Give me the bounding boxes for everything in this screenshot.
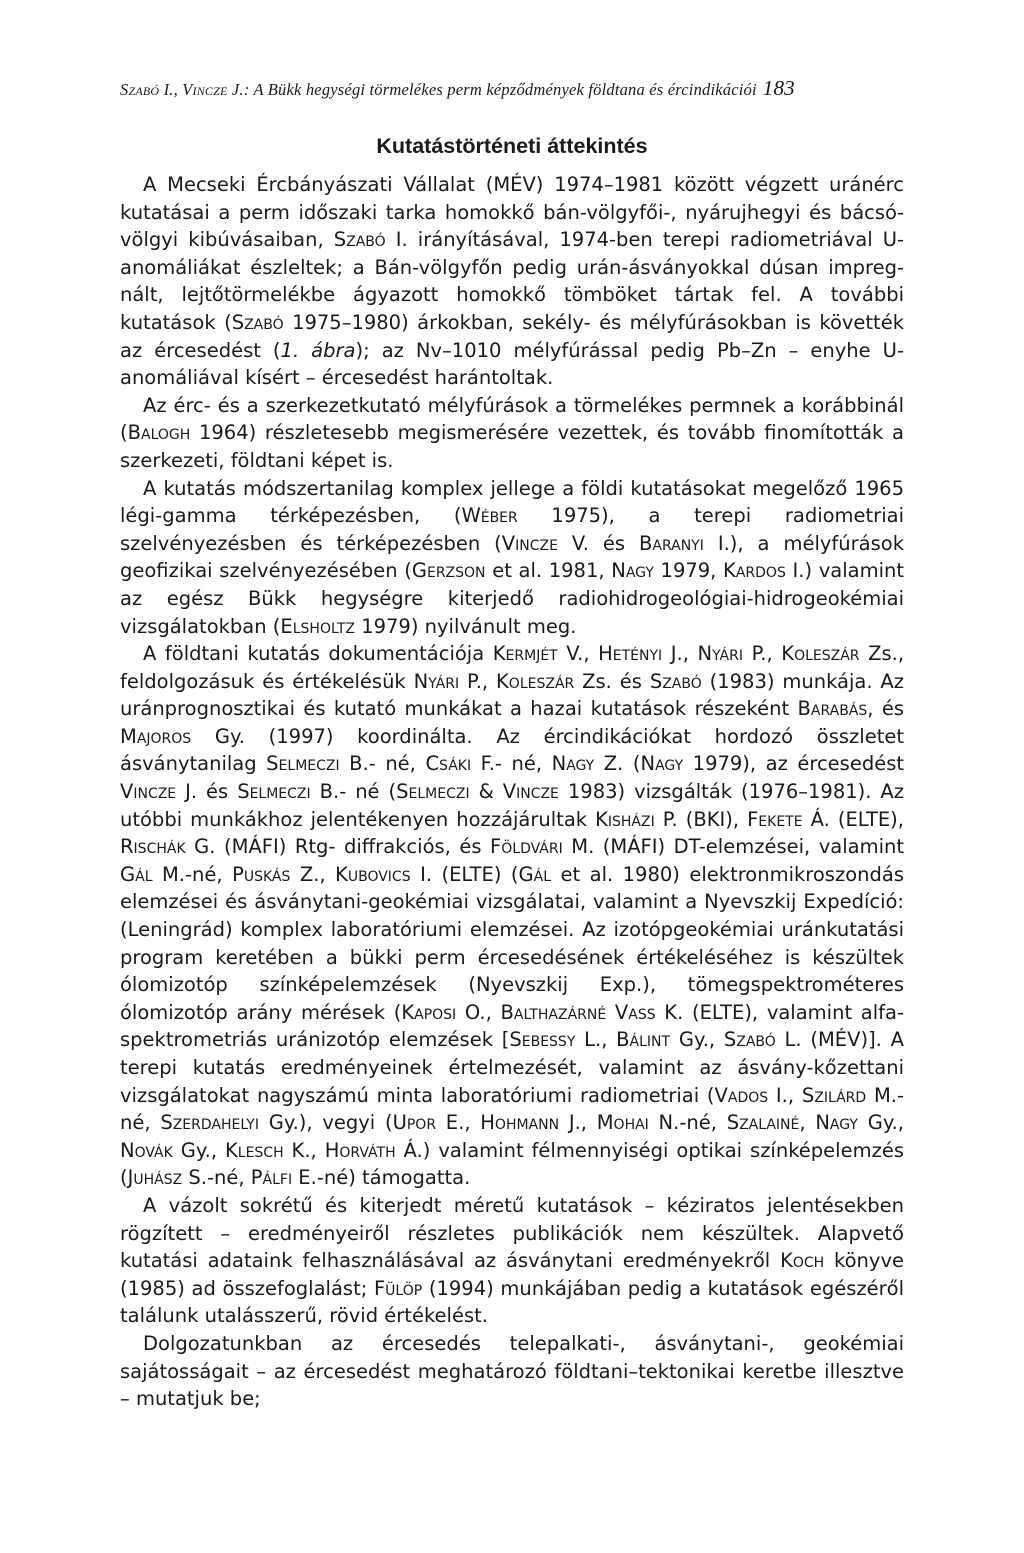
text-run: E.,: [436, 1111, 481, 1135]
author-name: Sebessy: [509, 1028, 576, 1052]
text-run: J. és: [176, 780, 238, 804]
text-run: Gy.,: [857, 1111, 904, 1135]
author-name: Wéber: [461, 504, 518, 528]
author-name: Koleszár: [496, 669, 575, 693]
page-number: 183: [762, 76, 795, 100]
author-name: Vados: [714, 1083, 769, 1107]
author-name: Nagy: [611, 559, 654, 583]
author-name: Hohmann: [480, 1111, 560, 1135]
text-run: (1983) munkája. Az uránprognosztikai és kutató munkákat a hazai kutatások részeként: [120, 669, 905, 721]
figure-reference: 1. ábra: [280, 338, 356, 362]
text-run: M.-né,: [120, 1083, 905, 1135]
text-run: A vázolt sokrétű és kiterjedt méretű kutatások – kéziratos jelentésekben rögzített – eredményeiről részletes publikációk nem készültek. Alapvető kutatási adataink felhasználásával az ásványtani eredményekről: [120, 1193, 904, 1273]
paragraph: [120, 1330, 904, 1413]
author-name: Nyári: [413, 669, 460, 693]
author-name: Rischák: [120, 835, 186, 859]
text-run: P.,: [743, 642, 782, 666]
author-name: Gerzson: [411, 559, 486, 583]
author-name: Gál: [120, 862, 153, 886]
header-separator: :: [243, 80, 254, 99]
author-name: Klesch: [224, 1138, 284, 1162]
text-run: J.,: [559, 1111, 597, 1135]
author-name: Selmeczi: [396, 780, 470, 804]
author-name: Fülöp: [373, 1276, 423, 1300]
author-name: Vincze: [501, 531, 558, 555]
author-name: Novák: [120, 1138, 173, 1162]
header-title: A Bükk hegységi törmelékes perm képződmények földtana és ércindikációi: [253, 80, 757, 99]
text-run: I.,: [768, 1083, 802, 1107]
text-run: A kutatás módszertanilag komplex jellege a földi kutatásokat megelőző 1965 légi-gamma térképezésben, (: [120, 476, 904, 528]
text-run: V. és: [557, 531, 640, 555]
section-title: Kutatástörténeti áttekintés: [376, 134, 648, 158]
paragraph: [120, 475, 904, 641]
text-run: ,: [799, 1111, 816, 1135]
text-run: M. (MÁFI) DT-elemzései, valamint: [562, 835, 905, 859]
text-run: 1979) nyilvánult meg.: [355, 614, 577, 638]
text-run: Á.) valamint félmennyiségi optikai színképelemzés (: [120, 1138, 904, 1190]
author-name: Puskás: [232, 862, 291, 886]
text-run: L. (MÉV)]. A terepi kutatás eredményeinek értelmezését, valamint az ásvány-kőzettani vizsgálatokat nagyszámú minta laboratóriumi radiometriai (: [120, 1028, 904, 1107]
author-name: Szabó: [231, 310, 284, 334]
text-run: J.,: [662, 642, 698, 666]
author-name: Nagy: [815, 1111, 858, 1135]
author-name: Szabó: [723, 1028, 776, 1052]
author-name: Selmeczi: [237, 780, 311, 804]
header-authors: Szabó I., Vincze J.: [120, 80, 244, 99]
text-run: Zs., feldolgozásuk és értékelésük: [120, 642, 905, 693]
body-text: [120, 171, 904, 1413]
text-run: M.-né,: [152, 862, 233, 886]
text-run: N.-né,: [648, 1111, 727, 1135]
text-run: könyve (1985) ad összefoglalást;: [120, 1249, 904, 1300]
text-run: E.-né) támogatta.: [292, 1166, 471, 1190]
text-run: F.- né,: [471, 752, 552, 776]
text-run: &: [469, 780, 503, 804]
text-run: (1994) munkájában pedig a kutatások egészéről találunk utalásszerű, rövid értékelést.: [120, 1276, 905, 1328]
text-run: I.), a mélyfúrások geofizikai szelvényezésében (: [120, 531, 904, 583]
author-name: Mohai: [596, 1111, 649, 1135]
text-run: V.,: [557, 642, 599, 666]
author-name: Szerdahelyi: [160, 1111, 259, 1135]
text-run: Zs. és: [574, 669, 650, 693]
text-run: ); az Nv–1010 mélyfúrással pedig Pb–Zn – enyhe U-anomáliával kísért – ércesedést harántoltak.: [120, 338, 904, 390]
author-name: Nagy: [640, 752, 684, 776]
author-name: Majoros: [120, 724, 192, 748]
author-name: Szabó: [649, 669, 702, 693]
text-run: 1975–1980) árkokban, sekély- és mélyfúrásokban is követték az ércesedést (: [120, 310, 904, 362]
text-run: I. (ELTE) (: [410, 862, 519, 886]
text-run: O.,: [456, 1000, 501, 1024]
text-run: A földtani kutatás dokumentációja: [143, 642, 493, 666]
author-name: Földvári: [490, 835, 563, 859]
text-run: L.,: [575, 1028, 617, 1052]
text-run: K.,: [283, 1138, 325, 1162]
author-name: Kubovics: [335, 862, 411, 886]
text-run: Dolgozatunkban az ércesedés telepalkati-, ásványtani-, geokémiai sajátosságait – az ércesedést meghatározó földtani–tektonikai keretbe illesztve – mutatjuk be;: [120, 1331, 904, 1411]
author-name: Barabás: [797, 697, 868, 721]
text-run: A Mecseki Ércbányászati Vállalat (MÉV) 1974–1981 között végzett uránérc kutatásai a perm időszaki tarka homokkő bán-völgyfői-, nyárujhegyi és bácsóvölgyi kibúvásaiban,: [120, 173, 904, 252]
author-name: Baranyi: [639, 531, 704, 555]
text-run: Z.,: [290, 862, 336, 886]
author-name: Fekete: [747, 807, 803, 831]
author-name: Kisházi: [595, 807, 655, 831]
author-name: Elsholtz: [280, 614, 355, 638]
author-name: Vincze: [502, 780, 559, 804]
text-run: Gy. (1997) koordinálta. Az ércindikációkat hordozó összletet ásványtanilag: [120, 724, 904, 776]
text-run: P. (BKI),: [654, 807, 748, 831]
paragraph: [120, 640, 904, 1192]
text-run: et al. 1980) elektronmikroszondás elemzései és ásványtani-geokémiai vizsgálatai, valamint a Nyevszkij Expedíció: (Leningrád) komplex laboratóriumi elemzései. Az izotópgeokémiai uránkutatási program keretében a bükki perm ércesedésének értékeléséhez is készültek ólomizotóp színképelemzések (Nyevszkij Exp.), tömegspektrométeres ólomizotóp arány mérések (: [120, 862, 904, 1024]
text-run: et al. 1981,: [485, 559, 612, 583]
text-run: K. (ELTE), valamint alfa-spektrometriás uránizotóp elemzések [: [120, 1000, 904, 1052]
author-name: Koleszár: [781, 642, 860, 666]
text-run: Gy.), vegyi (: [258, 1111, 393, 1135]
author-name: Kaposi: [401, 1000, 457, 1024]
author-name: Horváth: [324, 1138, 396, 1162]
text-run: B.- né,: [339, 752, 426, 776]
text-run: Z. (: [594, 752, 641, 776]
author-name: Csáki: [425, 752, 472, 776]
text-run: I.) valamint az egész Bükk hegységre kiterjedő radiohidrogeológiai-hidrogeokémiai vizsgálatokban (: [120, 559, 904, 638]
author-name: Nyári: [697, 642, 743, 666]
text-run: 1979), az ércesedést: [683, 752, 905, 776]
author-name: Selmeczi: [266, 752, 340, 776]
text-run: 1975), a terepi radiometriai szelvényezésben és térképezésben (: [120, 504, 904, 555]
author-name: Szilárd: [801, 1083, 867, 1107]
author-name: Pálfi: [250, 1166, 293, 1190]
paragraph: [120, 392, 904, 475]
text-run: Gy.,: [670, 1028, 724, 1052]
text-run: , és: [867, 697, 904, 721]
text-run: I. irányításával, 1974-ben terepi radiometriával U-anomáliákat észleltek; a Bán-völgyfőn pedig urán-ásványokkal dúsan impregnált, lejtőtörmelékbe ágyazott homokkő tömböket tártak fel. A további kutatások (: [120, 228, 904, 334]
paragraph: [120, 1192, 904, 1330]
text-run: B.- né (: [310, 780, 397, 804]
text-run: G. (MÁFI) Rtg- diffrakciós, és: [185, 835, 491, 859]
text-run: S.-né,: [182, 1166, 251, 1190]
author-name: Nagy: [551, 752, 595, 776]
author-name: Balthazárné Vass: [500, 1000, 656, 1024]
text-run: Az érc- és a szerkezetkutató mélyfúrások a törmelékes permnek a korábbinál (: [120, 393, 904, 445]
author-name: Kardos: [723, 559, 786, 583]
author-name: Juhász: [127, 1166, 183, 1190]
author-name: Balogh: [127, 421, 191, 445]
author-name: Upor: [392, 1111, 437, 1135]
author-name: Kermjét: [492, 642, 558, 666]
text-run: 1983) vizsgálták (1976–1981). Az utóbbi munkákhoz jelentékenyen hozzájárultak: [120, 780, 905, 831]
author-name: Bálint: [616, 1028, 671, 1052]
paragraph: [120, 171, 904, 392]
text-run: Á. (ELTE),: [802, 807, 904, 831]
author-name: Koch: [780, 1249, 825, 1273]
author-name: Hetényi: [598, 642, 663, 666]
author-name: Szalainé: [726, 1111, 800, 1135]
author-name: Vincze: [120, 780, 177, 804]
text-run: P.,: [459, 669, 497, 693]
text-run: 1964) részletesebb megismerésére vezettek, és tovább finomították a szerkezeti, földtani képet is.: [120, 421, 904, 472]
text-run: 1979,: [653, 559, 724, 583]
text-run: Gy.,: [172, 1138, 225, 1162]
running-head: [120, 76, 904, 100]
author-name: Gál: [518, 862, 552, 886]
author-name: Szabó: [333, 228, 386, 252]
